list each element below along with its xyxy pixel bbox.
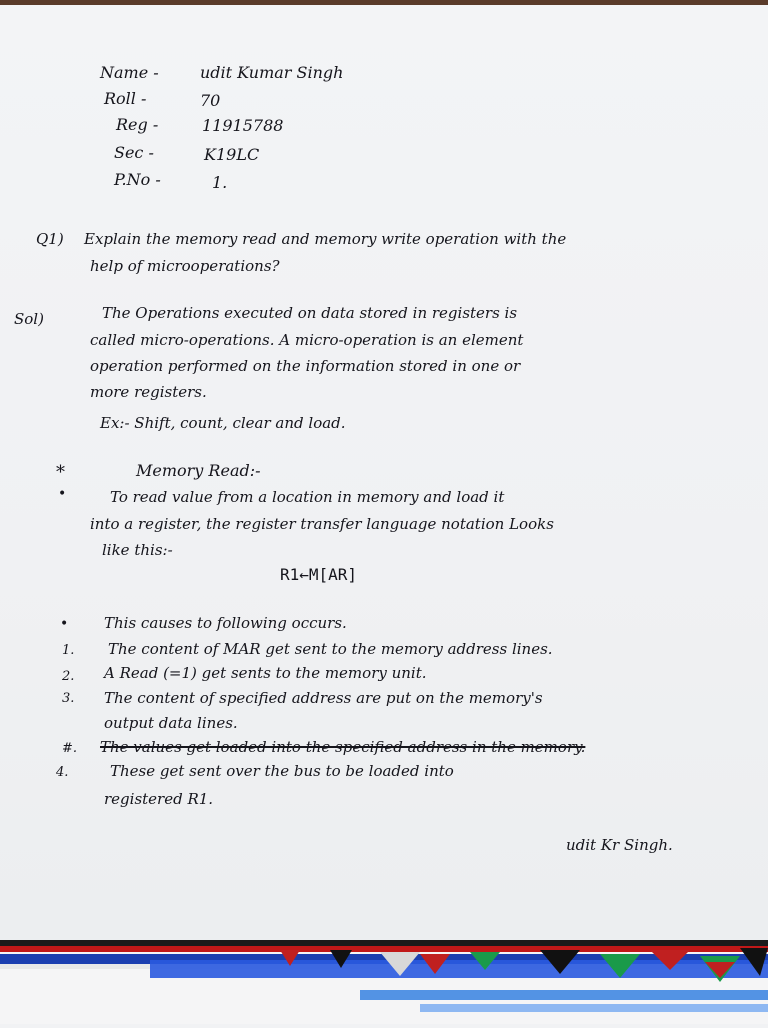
reg-label: Reg - (116, 115, 159, 134)
step-number: #. (62, 741, 78, 756)
step-text: registered R1. (104, 790, 214, 808)
fabric-pattern (0, 940, 768, 1024)
question-line-1: Explain the memory read and memory write operation with the (84, 230, 567, 248)
memory-read-line: like this:- (102, 541, 173, 559)
step-number: 2. (62, 669, 75, 684)
answer-line: The Operations executed on data stored in registers is (102, 304, 518, 322)
step-number: 3. (62, 691, 75, 706)
reg-value: 11915788 (202, 116, 284, 135)
step-text: A Read (=1) get sents to the memory unit. (104, 664, 427, 682)
step-number: 1. (62, 643, 75, 658)
memory-read-line: into a register, the register transfer language notation Looks (90, 515, 554, 533)
step-text-struck: The values get loaded into the specified address in the memory. (100, 738, 586, 756)
name-label: Name - (100, 63, 159, 82)
memory-read-line: To read value from a location in memory and load it (110, 488, 505, 506)
fabric-background (0, 940, 768, 1024)
roll-label: Roll - (104, 89, 147, 108)
steps-intro: This causes to following occurs. (104, 614, 347, 632)
signature: udit Kr Singh. (566, 836, 673, 854)
step-text: The content of specified address are put on the memory's (104, 689, 543, 707)
rtl-notation: R1←M[AR] (280, 565, 358, 584)
roll-value: 70 (200, 91, 221, 110)
answer-line: Ex:- Shift, count, clear and load. (100, 414, 346, 432)
answer-line: more registers. (90, 383, 207, 401)
star-marker: * (56, 462, 65, 483)
pno-value: 1. (212, 173, 228, 192)
pno-label: P.No - (114, 170, 161, 189)
top-edge (0, 0, 768, 5)
step-text: These get sent over the bus to be loaded into (110, 762, 454, 780)
step-text: The content of MAR get sent to the memory address lines. (108, 640, 553, 658)
step-text: output data lines. (104, 714, 238, 732)
name-value: udit Kumar Singh (200, 63, 344, 82)
question-line-2: help of microoperations? (90, 257, 280, 275)
step-number: 4. (56, 765, 69, 780)
answer-line: operation performed on the information stored in one or (90, 357, 521, 375)
sec-value: K19LC (204, 145, 260, 164)
bullet-marker: • (60, 616, 69, 632)
answer-line: called micro-operations. A micro-operation is an element (90, 331, 524, 349)
sec-label: Sec - (114, 143, 154, 162)
question-label: Q1) (36, 230, 64, 248)
bullet-marker: • (58, 486, 67, 502)
memory-read-title: Memory Read:- (136, 461, 261, 480)
answer-label: Sol) (14, 310, 44, 328)
